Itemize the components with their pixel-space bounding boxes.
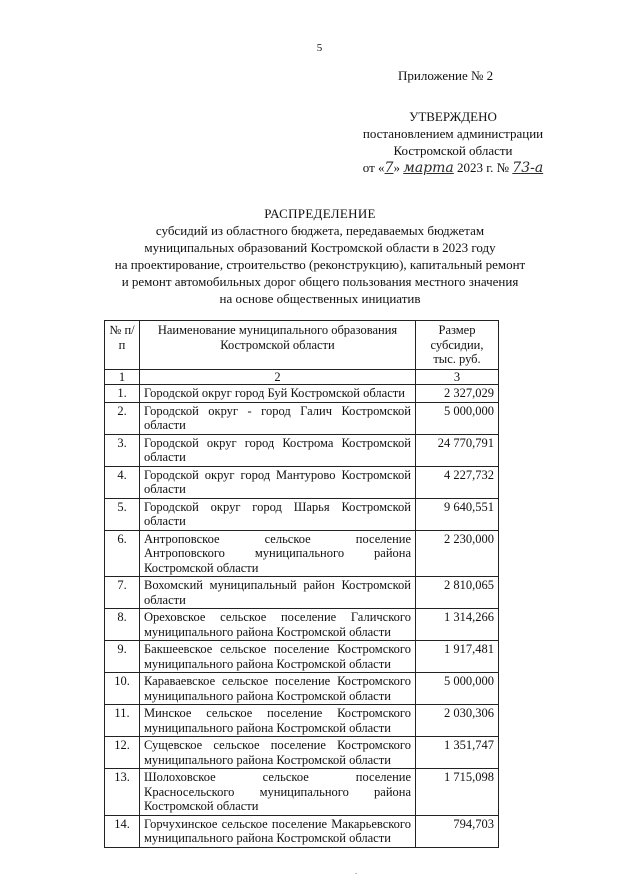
header-name: Наименование муниципального образования Костромской области bbox=[140, 321, 416, 370]
handwritten-number: 73-а bbox=[512, 160, 544, 176]
row-name: Городской округ - город Галич Костромской области bbox=[140, 402, 416, 434]
handwritten-day: 7 bbox=[384, 160, 394, 176]
row-number: 1. bbox=[105, 385, 140, 403]
appendix-label: Приложение № 2 bbox=[398, 68, 494, 83]
index-cell: 3 bbox=[416, 369, 499, 385]
scan-mark: . bbox=[355, 866, 358, 876]
row-amount: 5 000,000 bbox=[416, 673, 499, 705]
table-row bbox=[105, 498, 499, 530]
row-amount: 2 030,306 bbox=[416, 705, 499, 737]
subtitle-line: на основе общественных инициатив bbox=[219, 291, 421, 306]
row-number: 7. bbox=[105, 577, 140, 609]
subtitle-line: и ремонт автомобильных дорог общего пользования местного значения bbox=[121, 274, 519, 289]
row-amount: 1 314,266 bbox=[416, 609, 499, 641]
table-header-row bbox=[105, 321, 499, 370]
date-year: 2023 г. № bbox=[457, 160, 510, 175]
row-name: Шолоховское сельское поселение Красносельского муниципального района Костромской области bbox=[140, 769, 416, 816]
row-number: 13. bbox=[105, 769, 140, 816]
row-amount: 1 351,747 bbox=[416, 737, 499, 769]
row-number: 9. bbox=[105, 641, 140, 673]
row-number: 5. bbox=[105, 498, 140, 530]
handwritten-month: марта bbox=[403, 160, 454, 176]
row-name: Горчухинское сельское поселение Макарьевского муниципального района Костромской области bbox=[140, 815, 416, 847]
row-number: 10. bbox=[105, 673, 140, 705]
row-name: Ореховское сельское поселение Галичского муниципального района Костромской области bbox=[140, 609, 416, 641]
row-amount: 1 917,481 bbox=[416, 641, 499, 673]
row-amount: 24 770,791 bbox=[416, 434, 499, 466]
table-row bbox=[105, 769, 499, 816]
document-title-block bbox=[60, 205, 580, 307]
row-amount: 794,703 bbox=[416, 815, 499, 847]
table-row bbox=[105, 434, 499, 466]
row-amount: 9 640,551 bbox=[416, 498, 499, 530]
approval-line-1: постановлением администрации bbox=[362, 126, 544, 141]
table-body bbox=[105, 385, 499, 848]
row-name: Сущевское сельское поселение Костромского муниципального района Костромской области bbox=[140, 737, 416, 769]
row-amount: 1 715,098 bbox=[416, 769, 499, 816]
table-row bbox=[105, 530, 499, 577]
table-row bbox=[105, 466, 499, 498]
row-amount: 4 227,732 bbox=[416, 466, 499, 498]
row-amount: 2 810,065 bbox=[416, 577, 499, 609]
approval-heading: УТВЕРЖДЕНО bbox=[409, 109, 497, 124]
table-row bbox=[105, 641, 499, 673]
table-row bbox=[105, 577, 499, 609]
row-number: 6. bbox=[105, 530, 140, 577]
date-close: » bbox=[393, 160, 400, 175]
subtitle-line: муниципальных образований Костромской области в 2023 году bbox=[144, 240, 496, 255]
header-amount: Размер субсидии, тыс. руб. bbox=[416, 321, 499, 370]
row-name: Бакшеевское сельское поселение Костромского муниципального района Костромской области bbox=[140, 641, 416, 673]
row-number: 12. bbox=[105, 737, 140, 769]
page-number: 5 bbox=[316, 42, 323, 54]
table-row bbox=[105, 385, 499, 403]
subtitle-line: на проектирование, строительство (реконструкцию), капитальный ремонт bbox=[114, 257, 526, 272]
document-title: РАСПРЕДЕЛЕНИЕ bbox=[264, 206, 376, 221]
approval-date bbox=[322, 159, 584, 177]
index-cell: 1 bbox=[105, 369, 140, 385]
row-number: 2. bbox=[105, 402, 140, 434]
subtitle-line: субсидий из областного бюджета, передаваемых бюджетам bbox=[155, 223, 485, 238]
row-name: Городской округ город Шарья Костромской области bbox=[140, 498, 416, 530]
approval-stamp bbox=[322, 108, 584, 177]
column-index-row bbox=[105, 369, 499, 385]
header-number: № п/п bbox=[105, 321, 140, 370]
row-name: Городской округ город Буй Костромской области bbox=[140, 385, 416, 403]
row-amount: 2 230,000 bbox=[416, 530, 499, 577]
row-number: 4. bbox=[105, 466, 140, 498]
row-amount: 2 327,029 bbox=[416, 385, 499, 403]
table-row bbox=[105, 737, 499, 769]
row-number: 14. bbox=[105, 815, 140, 847]
approval-line-2: Костромской области bbox=[393, 143, 513, 158]
subsidy-table bbox=[104, 320, 499, 848]
index-cell: 2 bbox=[140, 369, 416, 385]
row-name: Караваевское сельское поселение Костромского муниципального района Костромской области bbox=[140, 673, 416, 705]
row-number: 8. bbox=[105, 609, 140, 641]
table-row bbox=[105, 609, 499, 641]
date-prefix: от « bbox=[362, 160, 385, 175]
table-row bbox=[105, 815, 499, 847]
row-name: Вохомский муниципальный район Костромской области bbox=[140, 577, 416, 609]
row-amount: 5 000,000 bbox=[416, 402, 499, 434]
row-number: 3. bbox=[105, 434, 140, 466]
row-name: Городской округ город Мантурово Костромской области bbox=[140, 466, 416, 498]
table-row bbox=[105, 402, 499, 434]
row-name: Антроповское сельское поселение Антроповского муниципального района Костромской области bbox=[140, 530, 416, 577]
row-number: 11. bbox=[105, 705, 140, 737]
table-row bbox=[105, 673, 499, 705]
row-name: Минское сельское поселение Костромского муниципального района Костромской области bbox=[140, 705, 416, 737]
table-row bbox=[105, 705, 499, 737]
row-name: Городской округ город Кострома Костромской области bbox=[140, 434, 416, 466]
